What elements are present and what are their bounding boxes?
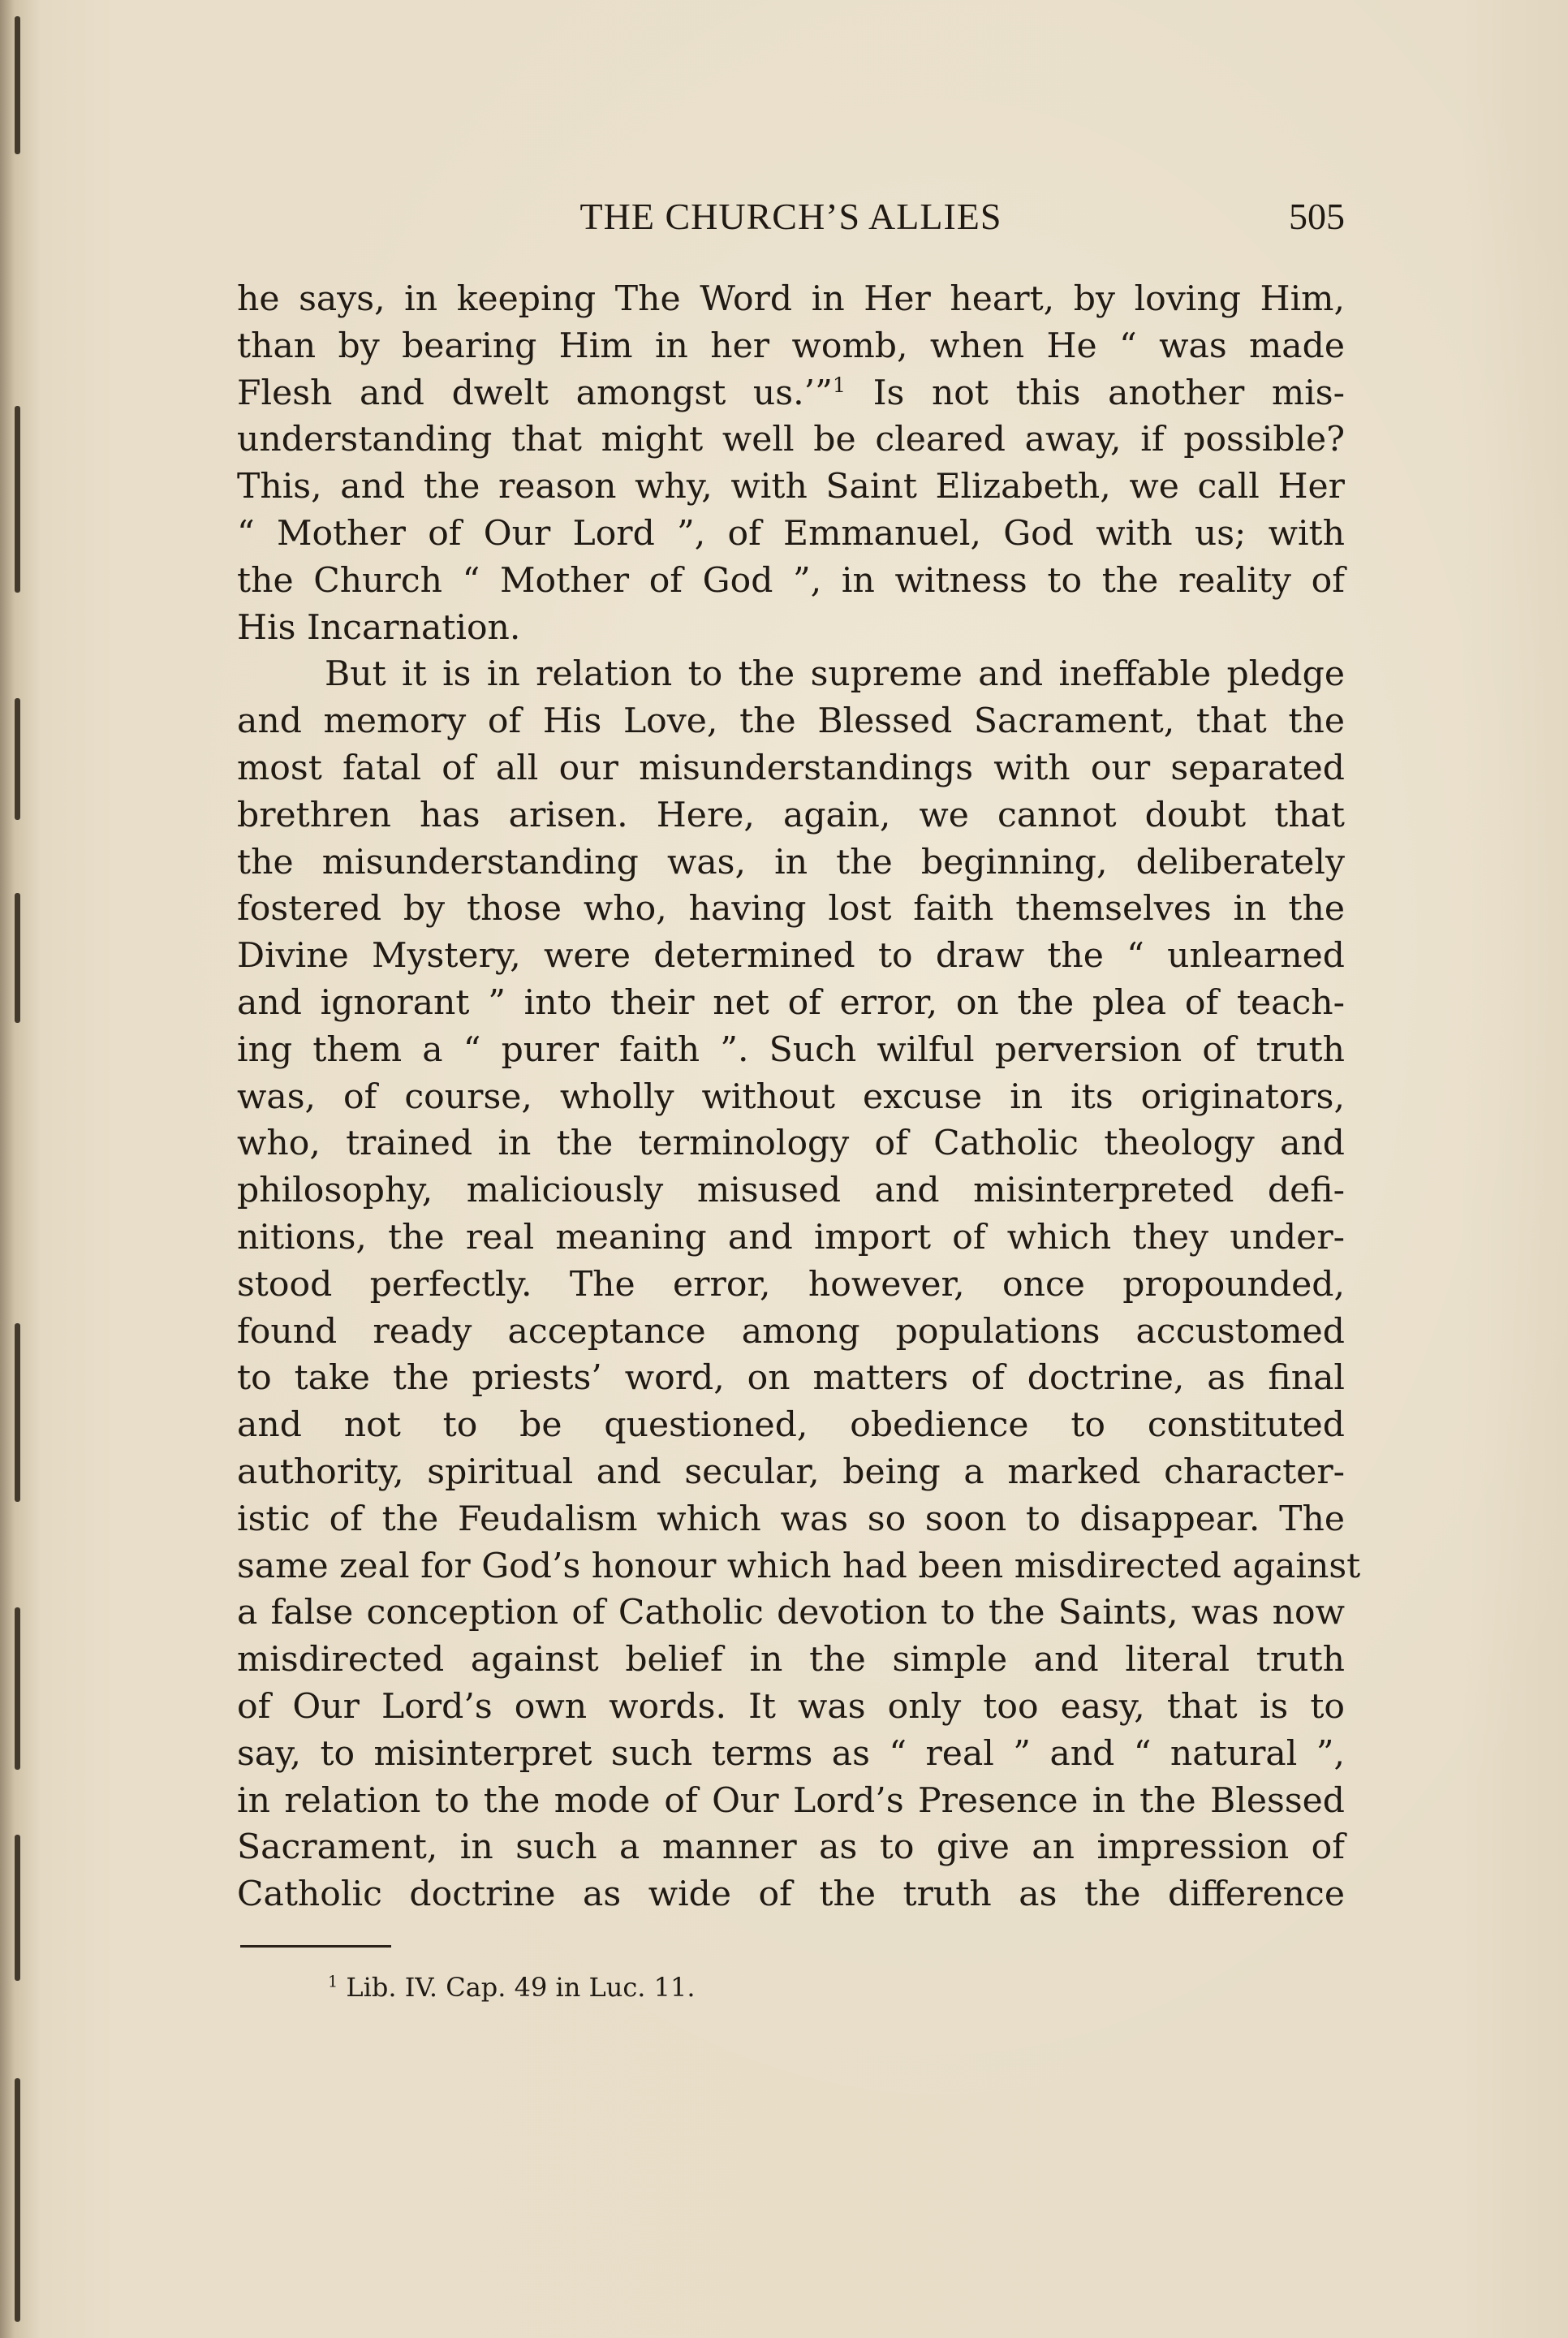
binding-shadow-line	[15, 1323, 20, 1502]
text-line: Catholic doctrine as wide of the truth as the difference	[237, 1874, 1345, 1915]
binding-shadow-line	[15, 406, 20, 593]
text-line: was, of course, wholly without excuse in its originators,	[237, 1076, 1345, 1117]
text-line: But it is in relation to the supreme and ineffable pledge	[325, 654, 1345, 695]
binding-shadow-line	[15, 893, 20, 1023]
text-line: same zeal for God’s honour which had been misdirected against	[237, 1546, 1361, 1586]
text-line: and memory of His Love, the Blessed Sacrament, that the	[237, 701, 1345, 742]
text-line: and not to be questioned, obedience to constituted	[237, 1405, 1345, 1446]
binding-shadow-line	[15, 16, 20, 154]
footnote-divider	[240, 1945, 391, 1948]
page-number: 505	[1289, 196, 1345, 237]
binding-shadow-line	[15, 2078, 20, 2322]
text-line: “ Mother of Our Lord ”, of Emmanuel, God with us; with	[237, 513, 1345, 554]
text-line: most fatal of all our misunderstandings with our separated	[237, 748, 1345, 788]
binding-shadow-line	[15, 1835, 20, 1981]
text-line-tail: Is not this another mis-	[846, 373, 1345, 413]
text-line: His Incarnation.	[237, 607, 521, 648]
text-line: to take the priests’ word, on matters of doctrine, as final	[237, 1358, 1345, 1399]
text-line: fostered by those who, having lost faith themselves in the	[237, 889, 1345, 930]
text-line: This, and the reason why, with Saint Elizabeth, we call Her	[237, 467, 1345, 507]
text-line	[237, 370, 1345, 417]
text-line: found ready acceptance among populations accustomed	[237, 1311, 1345, 1352]
body-text	[237, 276, 1361, 1918]
text-line: in relation to the mode of Our Lord’s Presence in the Blessed	[237, 1780, 1345, 1821]
footnote	[328, 1969, 696, 2005]
running-title: THE CHURCH’S ALLIES	[579, 196, 1002, 237]
text-line: understanding that might well be cleared away, if possible?	[237, 420, 1345, 460]
text-line: than by bearing Him in her womb, when He “ was made	[237, 326, 1345, 366]
paragraph-2	[237, 651, 1361, 1918]
footnote-text: Lib. IV. Cap. 49 in Luc. 11.	[346, 1972, 696, 2003]
text-line: who, trained in the terminology of Catholic theology and	[237, 1124, 1345, 1164]
text-line: istic of the Feudalism which was so soon to disappear. The	[237, 1499, 1345, 1539]
text-line: and ignorant ” into their net of error, on the plea of teach-	[237, 982, 1345, 1023]
text-line: stood perfectly. The error, however, once propounded,	[237, 1264, 1345, 1305]
text-line: ing them a “ purer faith ”. Such wilful perversion of truth	[237, 1029, 1345, 1070]
text-line: say, to misinterpret such terms as “ real ” and “ natural ”,	[237, 1733, 1345, 1774]
text-line: misdirected against belief in the simple and literal truth	[237, 1640, 1345, 1680]
text-line: the Church “ Mother of God ”, in witness to the reality of	[237, 560, 1345, 601]
text-line: the misunderstanding was, in the beginning, deliberately	[237, 842, 1345, 882]
binding-shadow-line	[15, 1607, 20, 1770]
text-line: he says, in keeping The Word in Her heart, by loving Him,	[237, 279, 1345, 319]
binding-shadow-line	[15, 698, 20, 820]
text-line: a false conception of Catholic devotion to the Saints, was now	[237, 1593, 1345, 1633]
text-line: Sacrament, in such a manner as to give an impression of	[237, 1827, 1345, 1868]
footnote-reference: 1	[832, 373, 846, 398]
text-line: authority, spiritual and secular, being a marked character-	[237, 1452, 1345, 1492]
paragraph-1	[237, 276, 1345, 651]
page-header	[237, 192, 1345, 248]
text-line: philosophy, maliciously misused and misinterpreted defi-	[237, 1171, 1345, 1211]
text-line: nitions, the real meaning and import of which they under-	[237, 1217, 1345, 1257]
text-line: of Our Lord’s own words. It was only too easy, that is to	[237, 1686, 1345, 1727]
footnote-marker: 1	[328, 1972, 338, 1991]
text-line: Divine Mystery, were determined to draw the “ unlearned	[237, 936, 1345, 977]
text-line: brethren has arisen. Here, again, we cannot doubt that	[237, 795, 1345, 835]
text-line-head: Flesh and dwelt amongst us.’”	[237, 373, 833, 413]
